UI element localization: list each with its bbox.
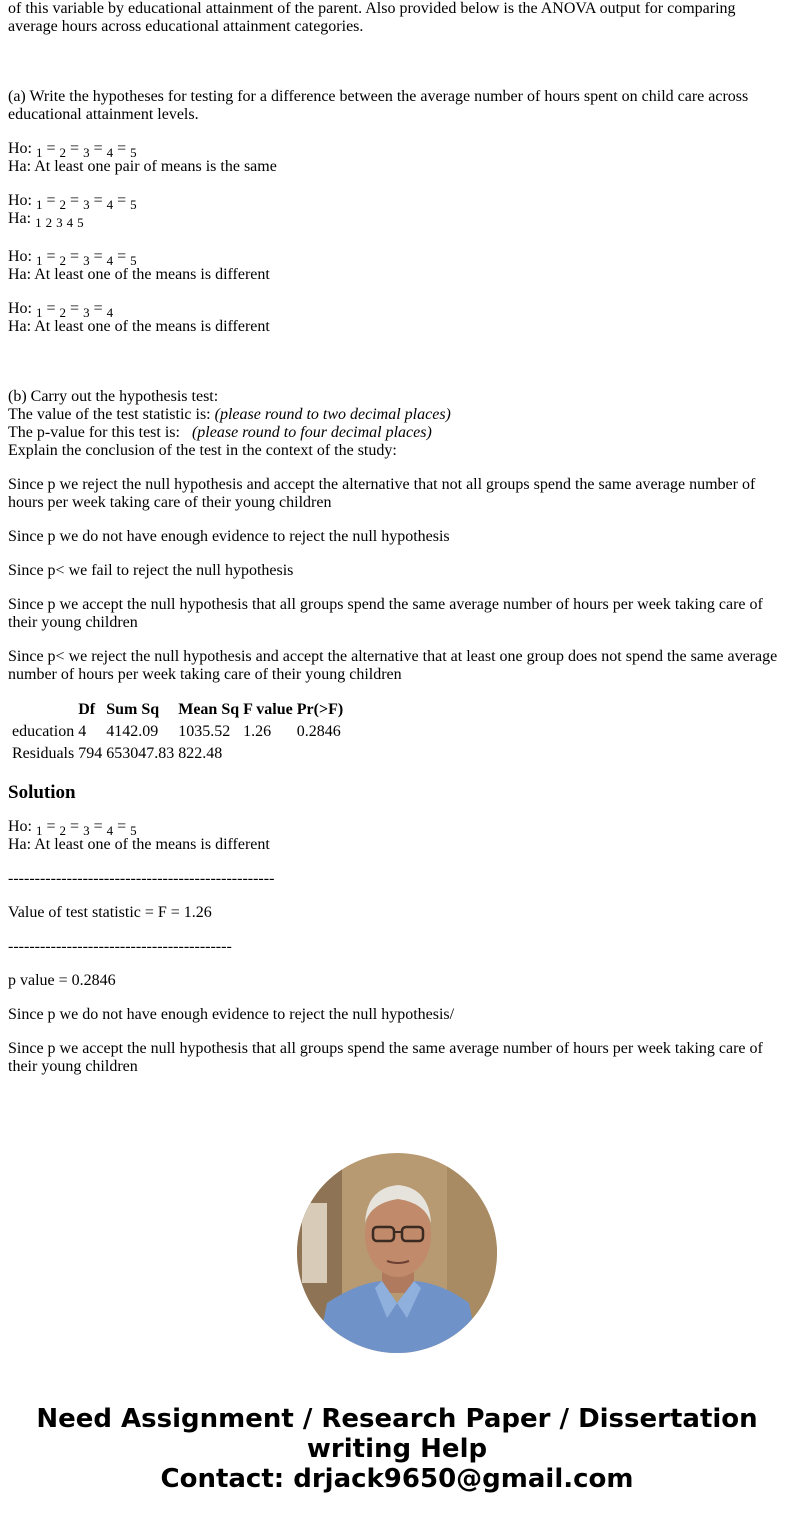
- p-value: p value = 0.2846: [8, 972, 116, 989]
- table-cell: 794: [78, 745, 103, 762]
- author-avatar: [297, 1153, 497, 1353]
- hypothesis-option-4[interactable]: [8, 300, 786, 336]
- anova-table: [9, 698, 346, 766]
- ha-line: Ha: At least one of the means is different: [8, 266, 270, 283]
- conclusion-choice-2[interactable]: Since p we do not have enough evidence to reject the null hypothesis: [8, 528, 450, 545]
- table-cell: 4142.09: [106, 723, 159, 740]
- table-cell: [242, 744, 294, 764]
- table-cell: 0.2846: [296, 723, 341, 740]
- table-cell: 1.26: [243, 723, 272, 740]
- document-body: [8, 0, 786, 1076]
- ho-line: Ho: $_1$ = $_2$ = $_3$ = $_4$ = $_5$: [8, 248, 137, 268]
- table-cell: 1035.52: [178, 723, 231, 740]
- intro-text: [8, 0, 786, 36]
- stat-hint: (please round to two decimal places): [214, 406, 451, 423]
- explain-label: Explain the conclusion of the test in the context of the study:: [8, 442, 397, 459]
- solution-hypotheses: [8, 818, 786, 854]
- table-header-cell: F value: [243, 701, 293, 718]
- solution-conclusion-1: Since p we do not have enough evidence to reject the null hypothesis/: [8, 1006, 455, 1023]
- hypothesis-option-2[interactable]: [8, 192, 786, 228]
- divider: --------------------------------------------------: [8, 870, 275, 887]
- intro-line-1: of this variable by educational attainment of the parent. Also provided below is the ANOVA output for comparing: [8, 0, 736, 17]
- table-cell: Residuals: [12, 745, 75, 762]
- part-b-heading: (b) Carry out the hypothesis test:: [8, 388, 219, 405]
- solution-heading: Solution: [8, 782, 76, 803]
- ho-line: Ho: $_1$ = $_2$ = $_3$ = $_4$ = $_5$: [8, 192, 137, 212]
- divider: ------------------------------------------: [8, 938, 232, 955]
- part-a-question: [8, 88, 786, 124]
- solution-conclusion-2: Since p we accept the null hypothesis that all groups spend the same average number of hours per week taking care of their young children: [8, 1040, 763, 1075]
- table-cell: 653047.83: [106, 745, 175, 762]
- hypothesis-option-1[interactable]: [8, 140, 786, 176]
- table-cell: [296, 744, 344, 764]
- table-header-cell: [11, 700, 75, 720]
- ho-line: Ho: $_1$ = $_2$ = $_3$ = $_4$ = $_5$: [8, 818, 137, 838]
- table-header-row: [11, 700, 344, 720]
- table-cell: 4: [78, 723, 87, 740]
- ha-line: Ha: At least one of the means is different: [8, 318, 270, 335]
- advert-line-1: Need Assignment / Research Paper / Dissertation: [36, 1404, 758, 1434]
- ha-line: Ha: At least one of the means is different: [8, 836, 270, 853]
- table-row: [11, 744, 344, 764]
- avatar-portrait: [297, 1153, 497, 1353]
- part-a-line-2: educational attainment levels.: [8, 106, 199, 123]
- advert-contact[interactable]: Contact: drjack9650@gmail.com: [160, 1464, 634, 1494]
- ha-line: Ha: $_1$ $_2$ $_3$ $_4$ $_5$: [8, 210, 84, 230]
- conclusion-choice-1[interactable]: Since p we reject the null hypothesis and accept the alternative that not all groups spend the same average number of hours per week taking care of their young children: [8, 476, 756, 511]
- ho-line: Ho: $_1$ = $_2$ = $_3$ = $_4$ = $_5$: [8, 140, 137, 160]
- table-header-cell: Pr(>F): [296, 701, 344, 718]
- hypothesis-option-3[interactable]: [8, 248, 786, 284]
- p-label: The p-value for this test is:: [8, 424, 180, 441]
- ha-line: Ha: At least one pair of means is the same: [8, 158, 277, 175]
- table-header-cell: Sum Sq: [106, 701, 160, 718]
- advert-line-2: writing Help: [306, 1434, 488, 1464]
- stat-label: The value of the test statistic is:: [8, 406, 211, 423]
- intro-line-2: average hours across educational attainment categories.: [8, 18, 364, 35]
- part-a-line-1: (a) Write the hypotheses for testing for a difference between the average number of hours spent on child care across: [8, 88, 749, 105]
- table-row: [11, 722, 344, 742]
- conclusion-choice-4[interactable]: Since p we accept the null hypothesis that all groups spend the same average number of hours per week taking care of their young children: [8, 596, 763, 631]
- advert-banner: [0, 1404, 794, 1494]
- table-header-cell: Mean Sq: [178, 701, 240, 718]
- conclusion-choice-3[interactable]: Since p< we fail to reject the null hypothesis: [8, 562, 294, 579]
- p-hint: (please round to four decimal places): [191, 424, 432, 441]
- table-header-cell: Df: [78, 701, 96, 718]
- table-cell: education: [12, 723, 75, 740]
- table-cell: 822.48: [178, 745, 223, 762]
- test-statistic: Value of test statistic = F = 1.26: [8, 904, 212, 921]
- conclusion-choice-5[interactable]: Since p< we reject the null hypothesis and accept the alternative that at least one group does not spend the same average number of hours per week taking care of their young children: [8, 648, 778, 683]
- ho-line: Ho: $_1$ = $_2$ = $_3$ = $_4$: [8, 300, 114, 320]
- part-b-question: [8, 388, 786, 460]
